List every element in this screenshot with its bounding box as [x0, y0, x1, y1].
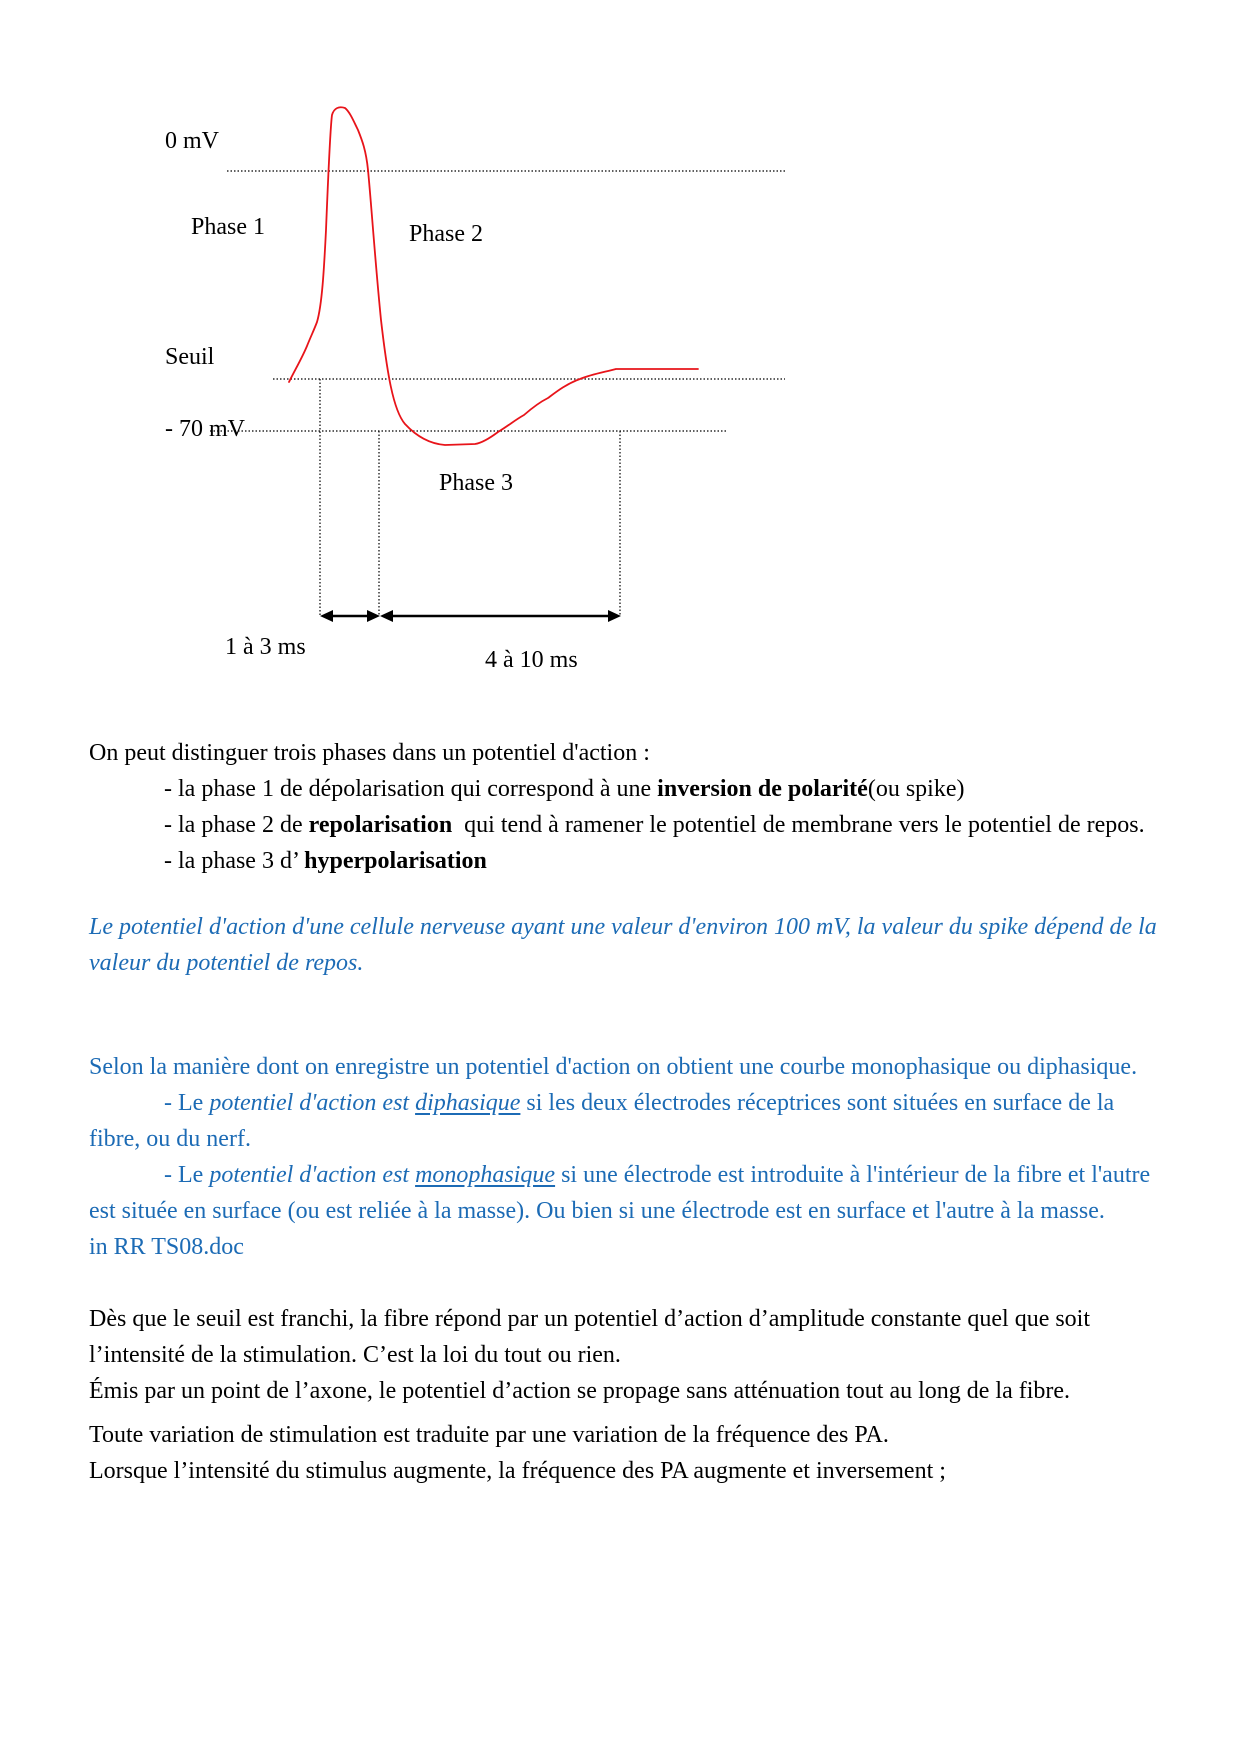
recording-paragraph: Selon la manière dont on enregistre un potentiel d'action on obtient une courbe monophasique ou diphasique.: [89, 1054, 1138, 1080]
action-potential-diagram: [0, 0, 1240, 700]
frequency-paragraph: Toute variation de stimulation est traduite par une variation de la fréquence des PA.: [89, 1422, 889, 1448]
term-repolarisation: repolarisation: [308, 812, 453, 838]
label-duration2: 4 à 10 ms: [485, 647, 578, 673]
label-phase1: Phase 1: [191, 214, 265, 240]
phase3-item: - la phase 3 d’ hyperpolarisation: [164, 848, 487, 874]
action-potential-curve: [289, 107, 698, 445]
duration1-arrow: [320, 610, 380, 622]
monophasic-item: - Le potentiel d'action est monophasique si une électrode est introduite à l'intérieur de la fibre et l'autre est située en surface (ou est reliée à la masse). Ou bien si une électrode est en surface et l'autre à la masse.: [89, 1162, 1151, 1224]
label-phase2: Phase 2: [409, 221, 483, 247]
term-diphasique: diphasique: [415, 1090, 521, 1116]
label-70mv: - 70 mV: [165, 416, 245, 442]
propagation-paragraph: Émis par un point de l’axone, le potentiel d’action se propage sans atténuation tout au long de la fibre.: [89, 1378, 1071, 1404]
duration2-arrow: [380, 610, 621, 622]
term-hyperpolarisation: hyperpolarisation: [304, 848, 487, 874]
term-monophasique: monophasique: [415, 1162, 556, 1188]
label-phase3: Phase 3: [439, 470, 513, 496]
intensity-paragraph: Lorsque l’intensité du stimulus augmente, la fréquence des PA augmente et inversement ;: [89, 1458, 946, 1484]
phase2-item: - la phase 2 de repolarisation qui tend à ramener le potentiel de membrane vers le potentiel de repos.: [164, 812, 1145, 838]
label-0mv: 0 mV: [165, 128, 219, 154]
threshold-paragraph: Dès que le seuil est franchi, la fibre répond par un potentiel d’action d’amplitude constante quel que soit l’intensité de la stimulation. C’est la loi du tout ou rien.: [89, 1306, 1091, 1368]
italic-note: Le potentiel d'action d'une cellule nerveuse ayant une valeur d'environ 100 mV, la valeur du spike dépend de la valeur du potentiel de repos.: [89, 914, 1157, 976]
diphasic-item: - Le potentiel d'action est diphasique si les deux électrodes réceptrices sont situées en surface de la fibre, ou du nerf.: [89, 1090, 1115, 1152]
term-inversion-polarite: inversion de polarité: [657, 776, 868, 802]
label-seuil: Seuil: [165, 344, 215, 370]
source-reference: in RR TS08.doc: [89, 1234, 244, 1260]
document-body: [89, 735, 1159, 1489]
intro-paragraph: On peut distinguer trois phases dans un potentiel d'action :: [89, 740, 650, 766]
phase1-item: - la phase 1 de dépolarisation qui correspond à une inversion de polarité(ou spike): [164, 776, 965, 802]
label-duration1: 1 à 3 ms: [225, 634, 306, 660]
